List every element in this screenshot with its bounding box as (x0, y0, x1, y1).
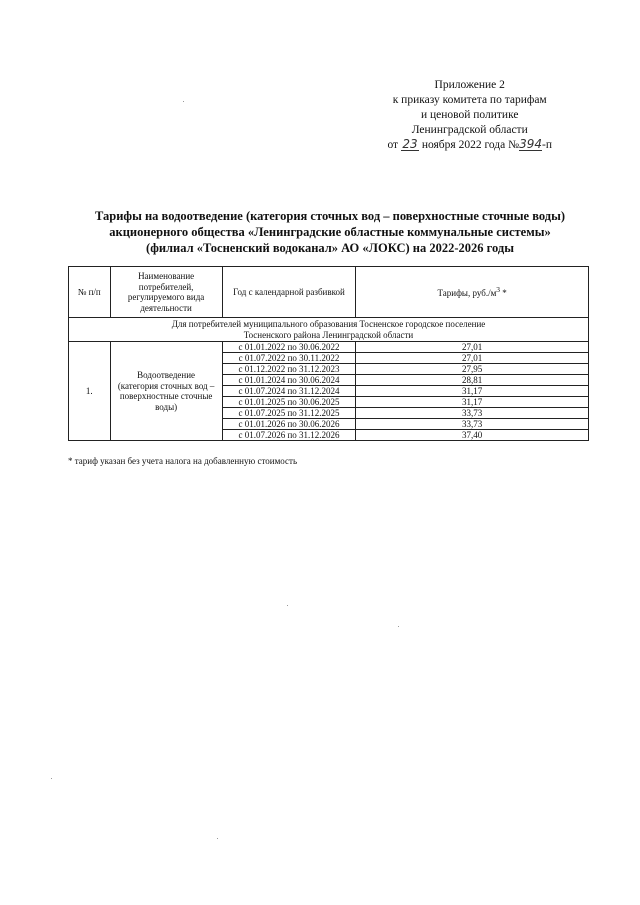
number-suffix: -п (542, 139, 552, 151)
header-num: № п/п (69, 267, 111, 318)
document-title (60, 208, 600, 256)
tariff-value-cell: 27,01 (356, 353, 589, 364)
tariff-value-cell: 27,01 (356, 342, 589, 353)
header-period: Год с календарной разбивкой (222, 267, 356, 318)
title-line-1: Тарифы на водоотведение (категория сточных вод – поверхностные сточные воды) (95, 209, 565, 223)
title-line-2: акционерного общества «Ленинградские областные коммунальные системы» (109, 225, 551, 239)
footnote: * тариф указан без учета налога на добавленную стоимость (68, 456, 298, 466)
period-cell: с 01.01.2024 по 30.06.2024 (222, 375, 356, 386)
header-tariff-suffix: * (500, 288, 507, 299)
period-cell: с 01.07.2026 по 31.12.2026 (222, 430, 356, 441)
period-cell: с 01.12.2022 по 31.12.2023 (222, 364, 356, 375)
table-header-row (69, 267, 589, 318)
scan-speck (398, 626, 399, 627)
tariff-value-cell: 27,95 (356, 364, 589, 375)
date-prefix: от (387, 139, 399, 151)
header-name: Наименование потребителей, регулируемого вида деятельности (110, 267, 222, 318)
region-line-1: Для потребителей муниципального образования Тосненское городское поселение (171, 319, 486, 329)
period-cell: с 01.01.2025 по 30.06.2025 (222, 397, 356, 408)
header-tariff (356, 267, 589, 318)
title-line-3: (филиал «Тосненский водоканал» АО «ЛОКС) на 2022-2026 годы (146, 241, 514, 255)
scan-speck (287, 605, 288, 606)
region-row (69, 318, 589, 342)
service-name-line-4: воды) (155, 401, 178, 412)
appendix-line-3: и ценовой политике (420, 109, 519, 121)
date-middle: ноября 2022 года № (421, 139, 520, 151)
period-cell: с 01.07.2025 по 31.12.2025 (222, 408, 356, 419)
header-tariff-sup: 3 (496, 285, 501, 295)
tariff-value-cell: 28,81 (356, 375, 589, 386)
period-cell: с 01.07.2024 по 31.12.2024 (222, 386, 356, 397)
period-cell: с 01.01.2022 по 30.06.2022 (222, 342, 356, 353)
region-line-2: Тосненского района Ленинградской области (243, 329, 414, 340)
tariff-value-cell: 33,73 (356, 419, 589, 430)
tariff-row (69, 342, 589, 353)
appendix-line-1: Приложение 2 (434, 79, 505, 91)
row-number-cell: 1. (69, 342, 111, 441)
scan-speck (183, 101, 184, 102)
appendix-line-4: Ленинградской области (411, 124, 528, 136)
service-name-cell (110, 342, 222, 441)
handwritten-day: 23 (402, 137, 418, 151)
tariff-value-cell: 31,17 (356, 397, 589, 408)
appendix-line-2: к приказу комитета по тарифам (392, 94, 547, 106)
scan-speck (51, 778, 52, 779)
order-date-line (387, 138, 552, 153)
tariff-value-cell: 33,73 (356, 408, 589, 419)
service-name-line-3: поверхностные сточные (119, 391, 213, 401)
region-cell (69, 318, 589, 342)
service-name-line-1: Водоотведение (137, 370, 196, 380)
header-tariff-label: Тарифы, руб./м (437, 288, 497, 299)
handwritten-order-number: 394 (519, 137, 543, 151)
scan-speck (217, 838, 218, 839)
period-cell: с 01.01.2026 по 30.06.2026 (222, 419, 356, 430)
appendix-block (387, 78, 552, 153)
period-cell: с 01.07.2022 по 30.11.2022 (222, 353, 356, 364)
tariff-value-cell: 31,17 (356, 386, 589, 397)
tariff-table (68, 266, 589, 441)
service-name-line-2: (категория сточных вод – (117, 380, 215, 391)
tariff-value-cell: 37,40 (356, 430, 589, 441)
